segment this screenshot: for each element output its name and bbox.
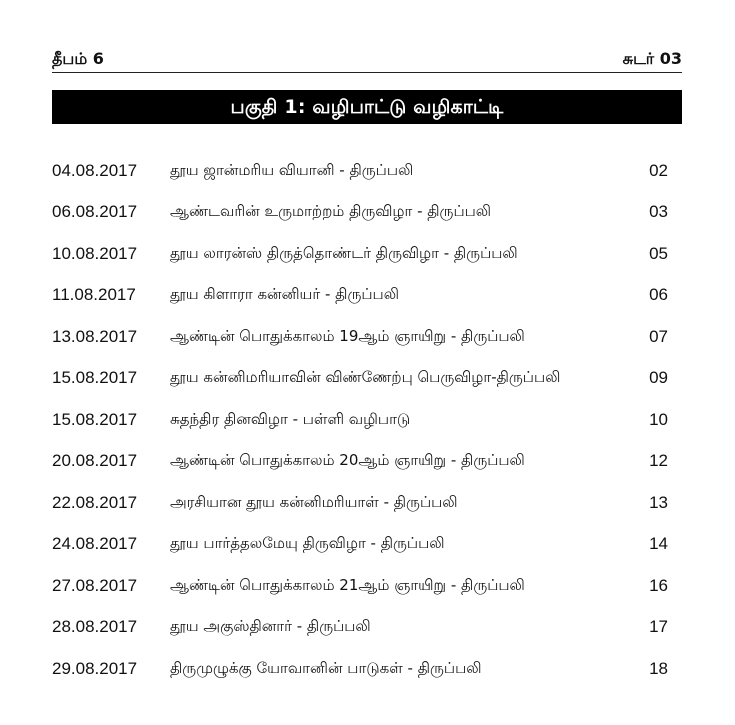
contents-row (52, 524, 682, 566)
entry-page-number: 10 (649, 409, 668, 429)
entry-page-number: 02 (649, 160, 668, 180)
contents-row (52, 233, 682, 275)
entry-date: 15.08.2017 (52, 368, 138, 388)
page-header (52, 48, 682, 72)
entry-date: 11.08.2017 (52, 285, 136, 305)
entry-page-number: 14 (649, 534, 668, 554)
contents-row (52, 565, 682, 607)
entry-date: 28.08.2017 (52, 617, 138, 637)
entry-date: 22.08.2017 (52, 492, 138, 512)
section-title-bar (52, 90, 682, 124)
entry-title: தூய லாரன்ஸ் திருத்தொண்டர் திருவிழா - திருப்பலி (170, 243, 518, 262)
entry-page-number: 03 (649, 202, 668, 222)
entry-title: தூய கன்னிமரியாவின் விண்ணேற்பு பெருவிழா-திருப்பலி (170, 368, 561, 387)
contents-row (52, 441, 682, 483)
entry-date: 24.08.2017 (52, 534, 138, 554)
entry-page-number: 05 (649, 243, 668, 263)
entry-page-number: 13 (649, 492, 668, 512)
entry-date: 20.08.2017 (52, 451, 138, 471)
entry-title: தூய ஜான்மரிய வியானி - திருப்பலி (170, 160, 414, 179)
contents-row (52, 192, 682, 234)
entry-date: 29.08.2017 (52, 658, 138, 678)
entry-date: 04.08.2017 (52, 160, 138, 180)
entry-title: திருமுழுக்கு யோவானின் பாடுகள் - திருப்பலி (170, 658, 482, 677)
entry-title: ஆண்டின் பொதுக்காலம் 20ஆம் ஞாயிறு - திருப்பலி (170, 451, 525, 470)
section-title: பகுதி 1: வழிபாட்டு வழிகாட்டி (230, 96, 504, 118)
contents-row (52, 482, 682, 524)
entry-page-number: 17 (649, 617, 668, 637)
header-divider (52, 72, 682, 73)
entry-title: ஆண்டின் பொதுக்காலம் 19ஆம் ஞாயிறு - திருப்பலி (170, 326, 525, 345)
entry-page-number: 07 (649, 326, 668, 346)
entry-title: ஆண்டவரின் உருமாற்றம் திருவிழா - திருப்பலி (170, 202, 492, 221)
entry-title: அரசியான தூய கன்னிமரியாள் - திருப்பலி (170, 492, 458, 511)
entry-page-number: 12 (649, 451, 668, 471)
entry-date: 15.08.2017 (52, 409, 138, 429)
contents-row (52, 150, 682, 192)
entry-page-number: 18 (649, 658, 668, 678)
contents-row (52, 358, 682, 400)
entry-date: 10.08.2017 (52, 243, 138, 263)
entry-title: சுதந்திர தினவிழா - பள்ளி வழிபாடு (170, 409, 411, 428)
contents-row (52, 399, 682, 441)
entry-date: 27.08.2017 (52, 575, 138, 595)
booklet-volume-label: தீபம் 6 (52, 49, 104, 68)
entry-date: 06.08.2017 (52, 202, 138, 222)
entry-title: தூய அகுஸ்தினார் - திருப்பலி (170, 617, 371, 636)
contents-list (52, 150, 682, 690)
contents-row (52, 316, 682, 358)
entry-title: தூய பார்த்தலமேயு திருவிழா - திருப்பலி (170, 534, 445, 553)
booklet-issue-label: சுடர் 03 (622, 49, 682, 68)
contents-row (52, 648, 682, 690)
entry-title: ஆண்டின் பொதுக்காலம் 21ஆம் ஞாயிறு - திருப்பலி (170, 575, 525, 594)
entry-date: 13.08.2017 (52, 326, 138, 346)
entry-title: தூய கிளாரா கன்னியர் - திருப்பலி (170, 285, 399, 304)
entry-page-number: 09 (649, 368, 668, 388)
entry-page-number: 16 (649, 575, 668, 595)
entry-page-number: 06 (649, 285, 668, 305)
contents-row (52, 275, 682, 317)
contents-row (52, 607, 682, 649)
